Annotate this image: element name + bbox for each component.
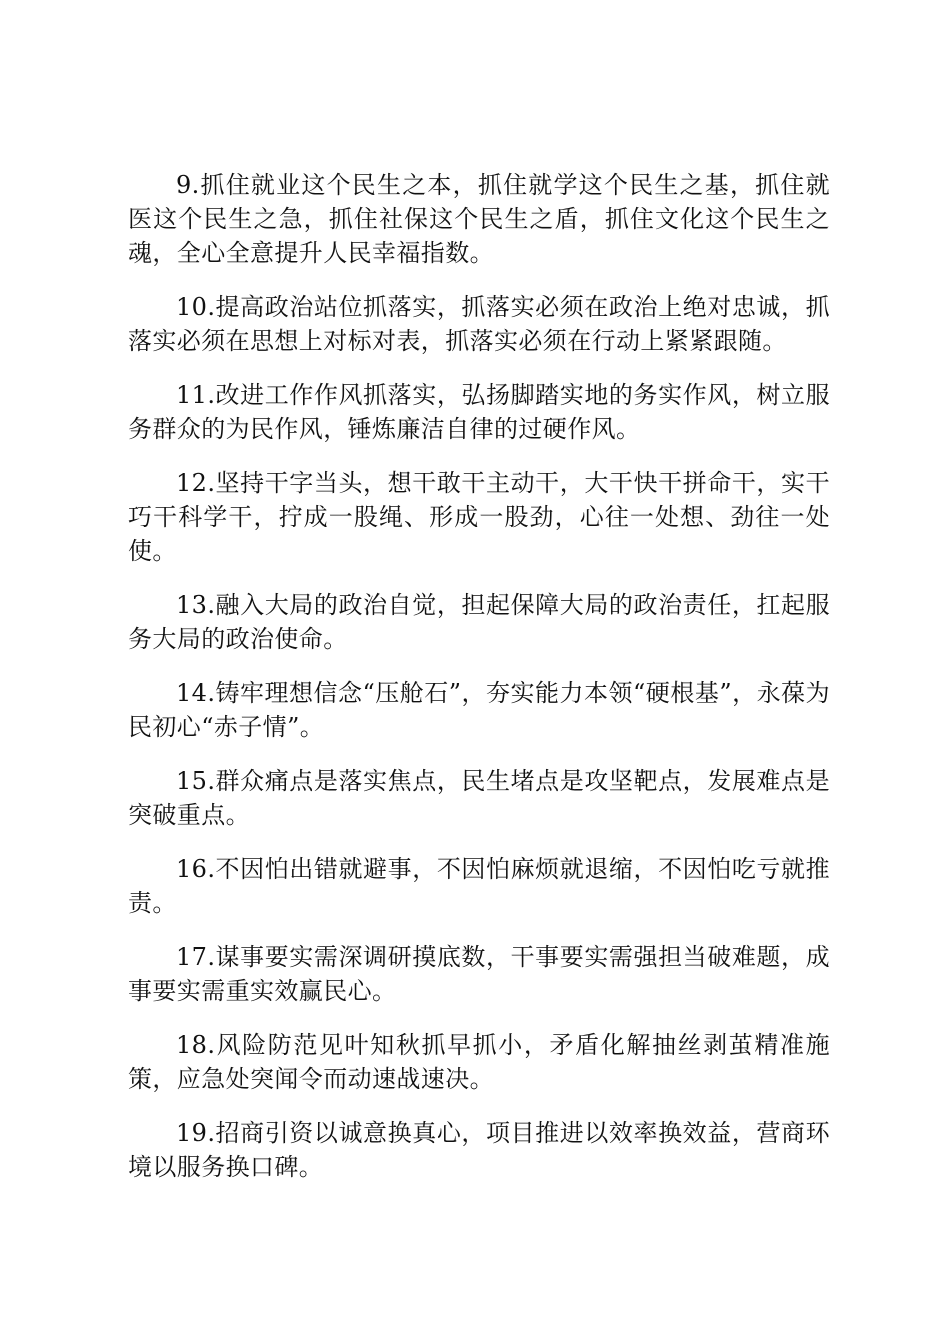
- paragraph-16: 16.不因怕出错就避事，不因怕麻烦就退缩，不因怕吃亏就推责。: [128, 855, 830, 917]
- paragraph-15: 15.群众痛点是落实焦点，民生堵点是攻坚靶点，发展难点是突破重点。: [128, 767, 830, 829]
- paragraph-13: 13.融入大局的政治自觉，担起保障大局的政治责任，扛起服务大局的政治使命。: [128, 591, 830, 653]
- paragraph-18: 18.风险防范见叶知秋抓早抓小，矛盾化解抽丝剥茧精准施策，应急处突闻令而动速战速决。: [128, 1031, 830, 1093]
- paragraph-9: 9.抓住就业这个民生之本，抓住就学这个民生之基，抓住就医这个民生之急，抓住社保这个民生之盾，抓住文化这个民生之魂，全心全意提升人民幸福指数。: [128, 171, 830, 267]
- paragraph-17: 17.谋事要实需深调研摸底数，干事要实需强担当破难题，成事要实需重实效赢民心。: [128, 943, 830, 1005]
- paragraph-11: 11.改进工作作风抓落实，弘扬脚踏实地的务实作风，树立服务群众的为民作风，锤炼廉洁自律的过硬作风。: [128, 381, 830, 443]
- paragraph-19: 19.招商引资以诚意换真心，项目推进以效率换效益，营商环境以服务换口碑。: [128, 1119, 830, 1181]
- paragraph-14: 14.铸牢理想信念“压舱石”，夯实能力本领“硬根基”，永葆为民初心“赤子情”。: [128, 679, 830, 741]
- paragraph-12: 12.坚持干字当头，想干敢干主动干，大干快干拼命干，实干巧干科学干，拧成一股绳、形成一股劲，心往一处想、劲往一处使。: [128, 469, 830, 565]
- paragraph-10: 10.提高政治站位抓落实，抓落实必须在政治上绝对忠诚，抓落实必须在思想上对标对表，抓落实必须在行动上紧紧跟随。: [128, 293, 830, 355]
- document-body: [128, 168, 830, 1204]
